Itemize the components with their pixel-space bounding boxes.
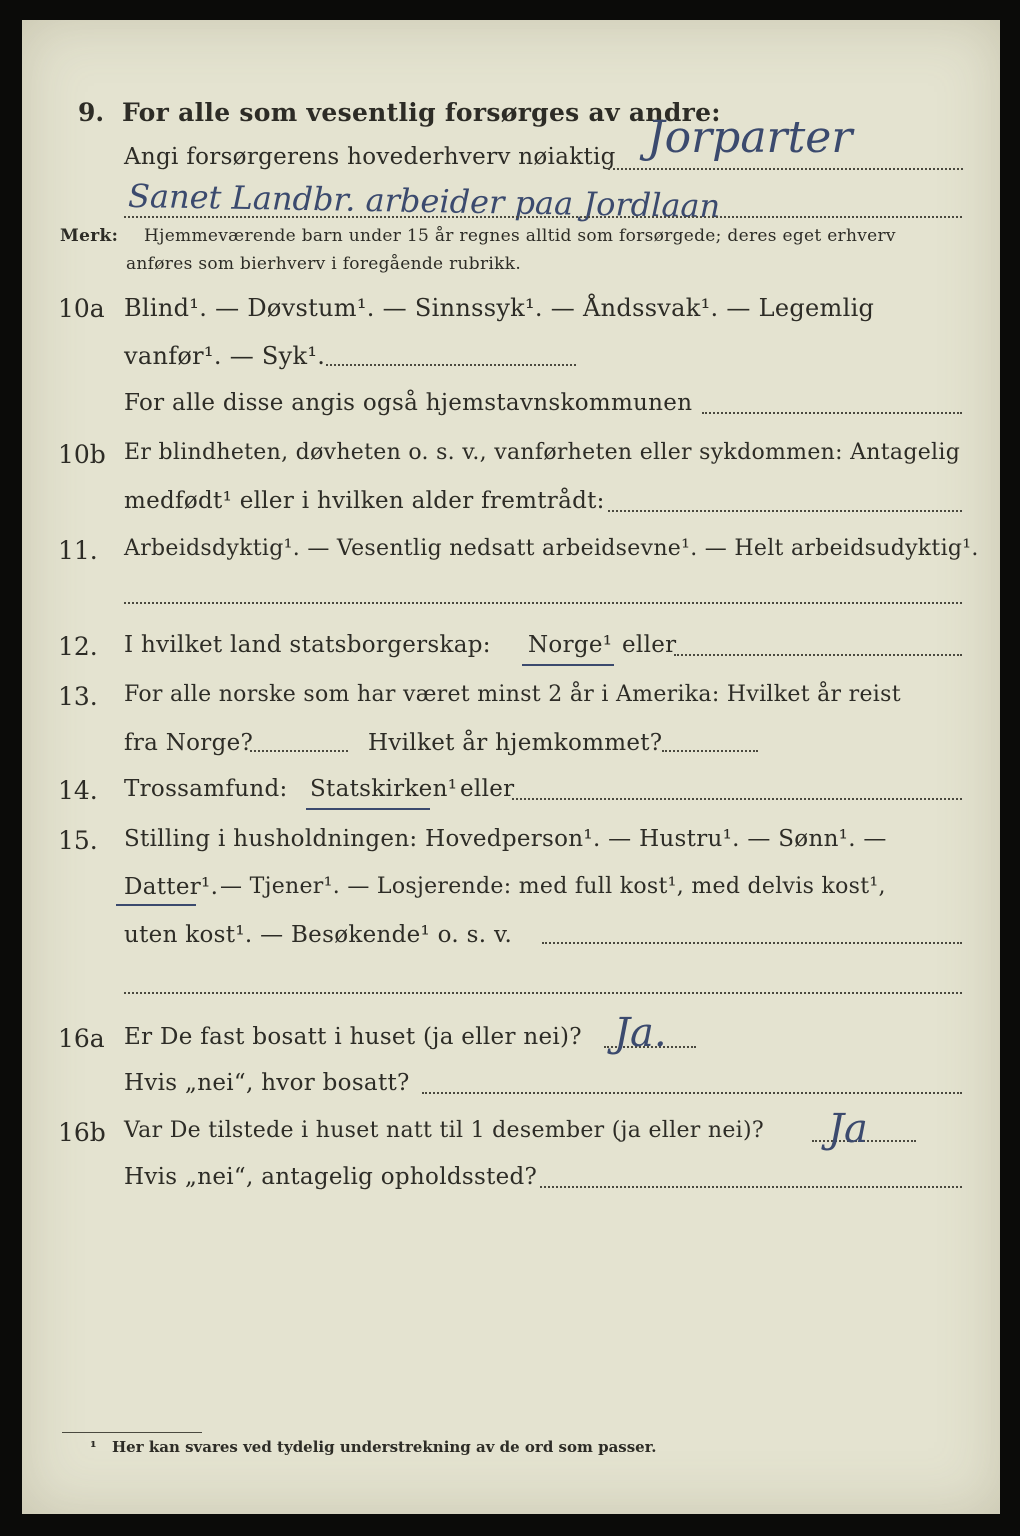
q14-statskirken-option: Statskirken¹: [310, 776, 458, 802]
q15-number: 15.: [58, 826, 98, 855]
q16b-number: 16b: [58, 1118, 106, 1147]
q13-number: 13.: [58, 682, 98, 711]
q16b-opholdssted-line: [540, 1186, 962, 1188]
q12-norge-option: Norge¹: [528, 632, 613, 658]
q12-suffix: eller: [622, 632, 677, 658]
q15-datter-underline: [116, 904, 196, 906]
q11-answer-line: [124, 602, 962, 604]
q10b-number: 10b: [58, 440, 106, 469]
q13-reist-line: [250, 750, 348, 752]
q16b-line-2: Hvis „nei“, antagelig opholdssted?: [124, 1164, 538, 1190]
q9-answer-line-1: [608, 168, 963, 170]
census-form-page: [22, 20, 1000, 1514]
q9-number: 9.: [78, 98, 105, 127]
q13-line-2a: fra Norge?: [124, 730, 254, 756]
q15-line-1: Stilling i husholdningen: Hovedperson¹. — Hustru¹. — Sønn¹. —: [124, 826, 887, 852]
q12-number: 12.: [58, 632, 98, 661]
q16a-number: 16a: [58, 1024, 105, 1053]
q13-line-1: For alle norske som har været minst 2 år i Amerika: Hvilket år reist: [124, 682, 901, 707]
q10a-number: 10a: [58, 294, 105, 323]
q14-answer-line: [512, 798, 962, 800]
q10b-answer-line: [608, 510, 962, 512]
q14-suffix: eller: [460, 776, 515, 802]
q9-handwritten-answer-2: Sanet Landbr. arbeider paa Jordlaan: [127, 176, 721, 226]
q14-number: 14.: [58, 776, 98, 805]
q16b-line-1: Var De tilstede i huset natt til 1 desember (ja eller nei)?: [124, 1118, 764, 1143]
q13-hjemkommet-line: [662, 750, 758, 752]
q14-prefix: Trossamfund:: [124, 776, 288, 802]
q15-answer-line-2: [124, 992, 962, 994]
q10b-line-2: medfødt¹ eller i hvilken alder fremtrådt:: [124, 488, 605, 514]
q9-answer-line-2: [124, 216, 962, 218]
q15-datter-option: Datter¹.: [124, 874, 219, 900]
q9-angi-label: Angi forsørgerens hovederhverv nøiaktig: [124, 144, 616, 170]
q16a-bosatt-line: [422, 1092, 962, 1094]
q11-line-1: Arbeidsdyktig¹. — Vesentlig nedsatt arbeidsevne¹. — Helt arbeidsudyktig¹.: [124, 536, 979, 561]
q15-line-2: — Tjener¹. — Losjerende: med full kost¹, med delvis kost¹,: [220, 874, 886, 899]
q14-statskirken-underline: [306, 808, 430, 810]
merk-label: Merk:: [60, 226, 119, 246]
footnote-mark: ¹: [90, 1438, 97, 1456]
q10a-hjemstavn-line: [702, 412, 962, 414]
q12-answer-line: [674, 654, 962, 656]
q10a-syk-line: [326, 364, 576, 366]
q15-line-3: uten kost¹. — Besøkende¹ o. s. v.: [124, 922, 513, 948]
q10a-line-3: For alle disse angis også hjemstavnskommunen: [124, 390, 693, 416]
q10a-line-2: vanfør¹. — Syk¹.: [124, 342, 326, 370]
footnote-text: Her kan svares ved tydelig understrekning av de ord som passer.: [112, 1438, 657, 1456]
q13-line-2b: Hvilket år hjemkommet?: [368, 730, 663, 756]
q12-prefix: I hvilket land statsborgerskap:: [124, 632, 491, 658]
q10a-line-1: Blind¹. — Døvstum¹. — Sinnssyk¹. — Åndssvak¹. — Legemlig: [124, 294, 875, 322]
merk-line-1: Hjemmeværende barn under 15 år regnes alltid som forsørgede; deres eget erhverv: [144, 226, 896, 246]
footnote-rule: [62, 1432, 202, 1433]
q11-number: 11.: [58, 536, 98, 565]
merk-line-2: anføres som bierhverv i foregående rubrikk.: [126, 254, 522, 274]
q16b-handwritten-answer: Ja: [828, 1106, 868, 1152]
q9-title: For alle som vesentlig forsørges av andre:: [122, 98, 721, 127]
q9-handwritten-answer-1: Jorparter: [647, 112, 853, 163]
q16a-line-1: Er De fast bosatt i huset (ja eller nei)?: [124, 1024, 582, 1050]
q15-answer-line-1: [542, 942, 962, 944]
q16a-handwritten-answer: Ja.: [614, 1010, 667, 1056]
q12-norge-underline: [522, 664, 614, 666]
q16a-line-2: Hvis „nei“, hvor bosatt?: [124, 1070, 410, 1096]
q10b-line-1: Er blindheten, døvheten o. s. v., vanførheten eller sykdommen: Antagelig: [124, 440, 961, 465]
